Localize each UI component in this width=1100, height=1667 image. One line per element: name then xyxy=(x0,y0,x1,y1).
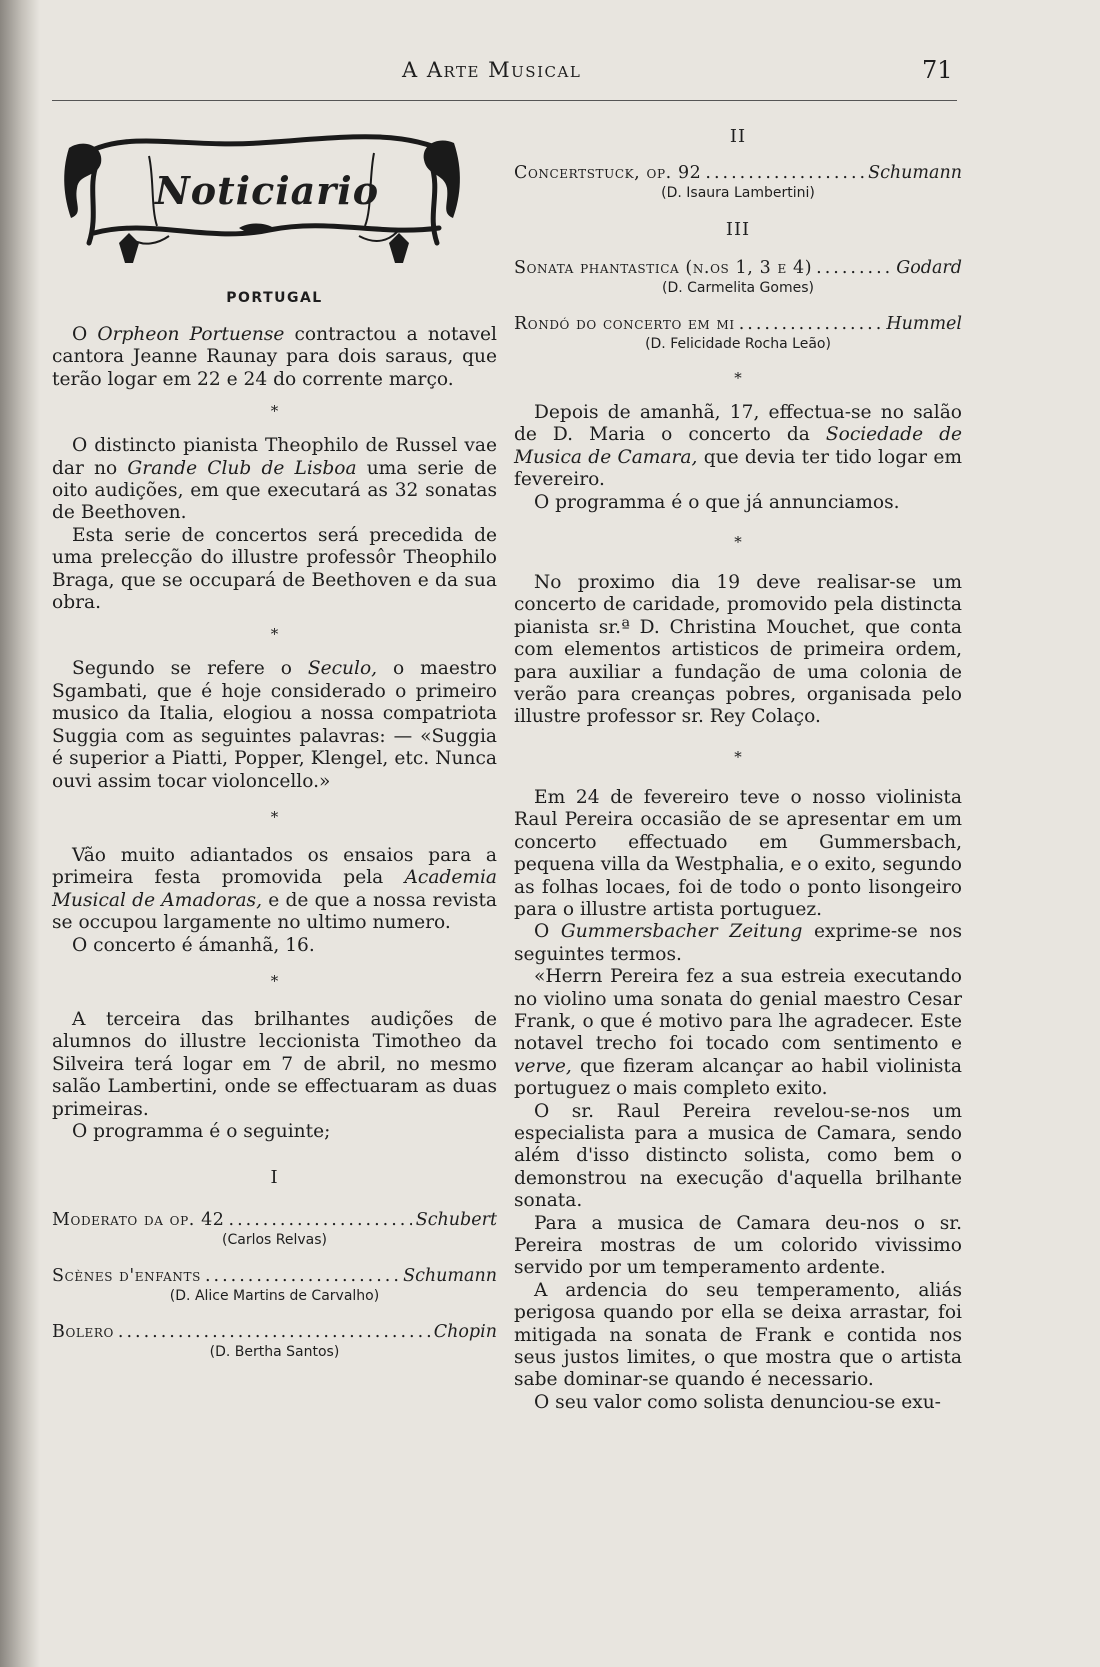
program-composer: Chopin xyxy=(433,1322,497,1343)
paragraph: A ardencia do seu temperamento, aliás perigosa quando por ella se deixa arrastar, foi mitigada na sonata de Frank e contida nos seus justos limites, o que mostra que o artista sabe dominar-se quando é necessario. xyxy=(514,1279,962,1391)
paragraph: O Orpheon Portuense contractou a notavel cantora Jeanne Raunay para dois saraus, que terão logar em 22 e 24 do corrente março. xyxy=(52,324,497,390)
separator-star: * xyxy=(734,533,742,552)
separator-star: * xyxy=(734,369,742,387)
paragraph: Esta serie de concertos será precedida de uma prelecção do illustre professôr Theophilo Braga, que se occupará de Beethoven e da sua obra. xyxy=(52,524,497,614)
program-performer: (D. Alice Martins de Carvalho) xyxy=(169,1288,380,1305)
program-item xyxy=(514,163,962,201)
separator-star: * xyxy=(270,625,279,644)
page-number: 71 xyxy=(922,56,953,84)
program-performer: (D. Carmelita Gomes) xyxy=(662,280,814,296)
program-title: Concertstuck, op. 92 xyxy=(514,163,702,183)
paragraph: O programma é o seguinte; xyxy=(72,1120,331,1142)
program-title: Scènes d'enfants xyxy=(52,1266,201,1287)
separator-star: * xyxy=(734,747,742,766)
program-performer: (Carlos Relvas) xyxy=(222,1232,327,1249)
separator-star: * xyxy=(270,971,279,990)
program-item xyxy=(52,1266,497,1304)
program-composer: Schumann xyxy=(403,1266,497,1287)
noticiario-banner xyxy=(59,118,464,278)
header-rule xyxy=(52,100,957,101)
paragraph: No proximo dia 19 deve realisar-se um concerto de caridade, promovido pela distincta pianista sr.ª D. Christina Mouchet, que conta com elementos artisticos de primeira ordem, para auxiliar a fundação de uma colonia de verão para creanças pobres, organisada pelo illustre professor sr. Rey Colaço. xyxy=(514,572,962,728)
left-column xyxy=(52,118,497,1360)
program-title: Moderato da op. 42 xyxy=(52,1210,225,1231)
paragraph: O seu valor como solista denunciou-se exu- xyxy=(534,1391,941,1413)
program-item xyxy=(52,1322,497,1360)
paragraph: O Gummersbacher Zeitung exprime-se nos seguintes termos. xyxy=(514,921,962,965)
paragraph: «Herrn Pereira fez a sua estreia executando no violino uma sonata do genial maestro Cesar Frank, o que é motivo para lhe agradecer. Este notavel trecho foi tocado com sentimento e verve, que fizeram alcançar ao habil violinista portuguez o mais completo exito. xyxy=(514,966,962,1100)
program-title: Rondó do concerto em mi xyxy=(514,314,735,334)
program-part-number: II xyxy=(729,126,747,147)
separator-star: * xyxy=(270,807,279,826)
program-composer: Schubert xyxy=(415,1210,497,1231)
running-title: A Arte Musical xyxy=(402,58,582,82)
paragraph: O sr. Raul Pereira revelou-se-nos um especialista para a musica de Camara, sendo além d'isso distincto solista, como bem o demonstrou na execução d'aquella brilhante sonata. xyxy=(514,1100,962,1212)
paragraph: A terceira das brilhantes audições de alumnos do illustre leccionista Timotheo da Silveira terá logar em 7 de abril, no mesmo salão Lambertini, onde se effectuaram as duas primeiras. xyxy=(52,1008,497,1120)
program-item xyxy=(514,258,962,296)
program-performer: (D. Bertha Santos) xyxy=(209,1344,340,1361)
program-item xyxy=(514,314,962,352)
paragraph: Segundo se refere o Seculo, o maestro Sgambati, que é hoje considerado o primeiro musico da Italia, elogiou a nossa compatriota Suggia com as seguintes palavras: — «Suggia é superior a Piatti, Popper, Klengel, etc. Nunca ouvi assim tocar violoncello.» xyxy=(52,658,497,792)
program-performer: (D. Isaura Lambertini) xyxy=(661,185,815,201)
program-item xyxy=(52,1210,497,1248)
paragraph: Depois de amanhã, 17, effectua-se no salão de D. Maria o concerto da Sociedade de Musica de Camara, que devia ter tido logar em fevereiro. xyxy=(514,402,962,491)
program-composer: Godard xyxy=(896,258,962,278)
page-header xyxy=(0,58,1100,88)
paragraph: Em 24 de fevereiro teve o nosso violinista Raul Pereira occasião de se apresentar em um concerto effectuado em Gummersbach, pequena villa da Westphalia, e o exito, segundo as folhas locaes, foi de todo o ponto lisongeiro para o illustre artista portuguez. xyxy=(514,786,962,920)
program-composer: Schumann xyxy=(868,163,962,183)
program-list xyxy=(52,1210,497,1360)
paragraph: O programma é o que já annunciamos. xyxy=(534,491,900,513)
program-part-number: I xyxy=(270,1167,279,1189)
separator-star: * xyxy=(270,402,279,421)
banner-title: Noticiario xyxy=(155,168,380,213)
program-title: Bolero xyxy=(52,1322,114,1343)
section-heading: PORTUGAL xyxy=(226,290,323,306)
paragraph: O concerto é ámanhã, 16. xyxy=(72,934,315,956)
page-binding-shadow xyxy=(0,0,40,1667)
paragraph: Vão muito adiantados os ensaios para a primeira festa promovida pela Academia Musical de Amadoras, e de que a nossa revista se occupou largamente no ultimo numero. xyxy=(52,844,498,934)
program-part-number: III xyxy=(725,219,751,240)
program-composer: Hummel xyxy=(886,314,962,334)
program-performer: (D. Felicidade Rocha Leão) xyxy=(645,336,831,352)
paragraph: Para a musica de Camara deu-nos o sr. Pereira mostras de um colorido vivissimo servido por um temperamento ardente. xyxy=(514,1212,962,1279)
right-column xyxy=(514,118,962,1414)
program-title: Sonata phantastica (n.os 1, 3 e 4) xyxy=(514,258,813,278)
paragraph: O distincto pianista Theophilo de Russel vae dar no Grande Club de Lisboa uma serie de oito audições, em que executará as 32 sonatas de Beethoven. xyxy=(52,435,498,524)
